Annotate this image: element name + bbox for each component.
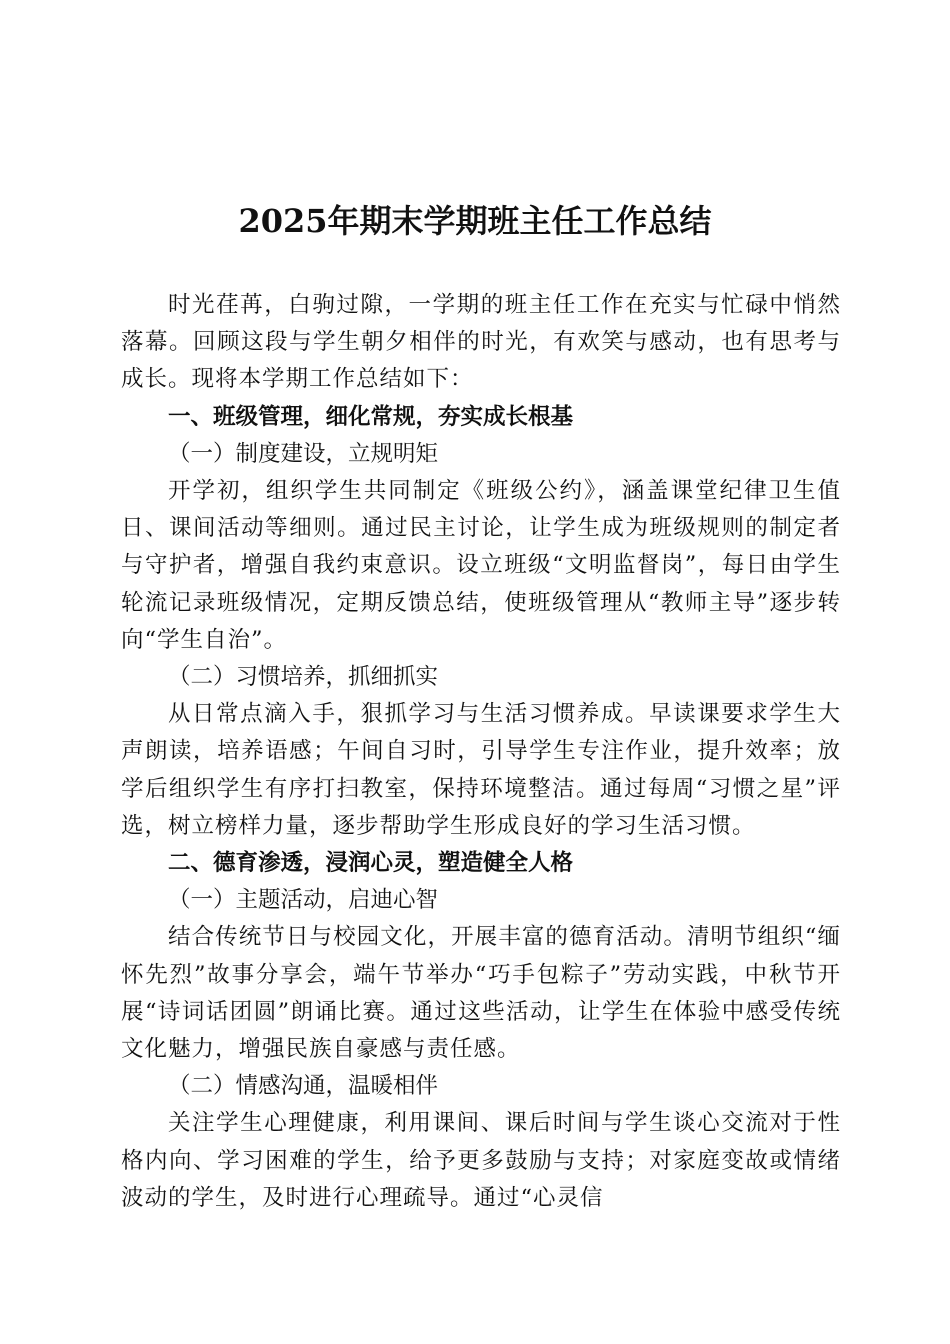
section-2-2-heading: （二）情感沟通，温暖相伴 [168, 1073, 439, 1100]
section-1-2-body: 从日常点滴入手，狠抓学习与生活习惯养成。早读课要求学生大声朗读，培养语感；午间自习时，引导学生专注作业，提升效率；放学后组织学生有序打扫教室，保持环境整洁。通过每周“习惯之星”评选，树立榜样力量，逐步帮助学生形成良好的学习生活习惯。 [121, 701, 841, 839]
intro-paragraph: 时光荏苒，白驹过隙，一学期的班主任工作在充实与忙碌中悄然落幕。回顾这段与学生朝夕相伴的时光，有欢笑与感动，也有思考与成长。现将本学期工作总结如下： [121, 292, 841, 393]
section-1-heading: 一、班级管理，细化常规，夯实成长根基 [168, 403, 574, 430]
document-body [121, 287, 841, 1217]
section-2-1-body: 结合传统节日与校园文化，开展丰富的德育活动。清明节组织“缅怀先烈”故事分享会，端午节举办“巧手包粽子”劳动实践，中秋节开展“诗词话团圆”朗诵比赛。通过这些活动，让学生在体验中感受传统文化魅力，增强民族自豪感与责任感。 [121, 924, 841, 1063]
section-2-2-body: 关注学生心理健康，利用课间、课后时间与学生谈心交流对于性格内向、学习困难的学生，给予更多鼓励与支持；对家庭变故或情绪波动的学生，及时进行心理疏导。通过“心灵信 [121, 1110, 841, 1211]
section-2-heading: 二、德育渗透，浸润心灵，塑造健全人格 [168, 850, 574, 877]
section-1-1-heading: （一）制度建设，立规明矩 [168, 440, 439, 467]
section-2-1-heading: （一）主题活动，启迪心智 [168, 887, 439, 914]
document-title: 2025年期末学期班主任工作总结 [238, 202, 712, 240]
section-1-2-heading: （二）习惯培养，抓细抓实 [168, 664, 439, 691]
section-1-1-body: 开学初，组织学生共同制定《班级公约》，涵盖课堂纪律卫生值日、课间活动等细则。通过民主讨论，让学生成为班级规则的制定者与守护者，增强自我约束意识。设立班级“文明监督岗”，每日由学生轮流记录班级情况，定期反馈总结，使班级管理从“教师主导”逐步转向“学生自治”。 [121, 478, 841, 653]
